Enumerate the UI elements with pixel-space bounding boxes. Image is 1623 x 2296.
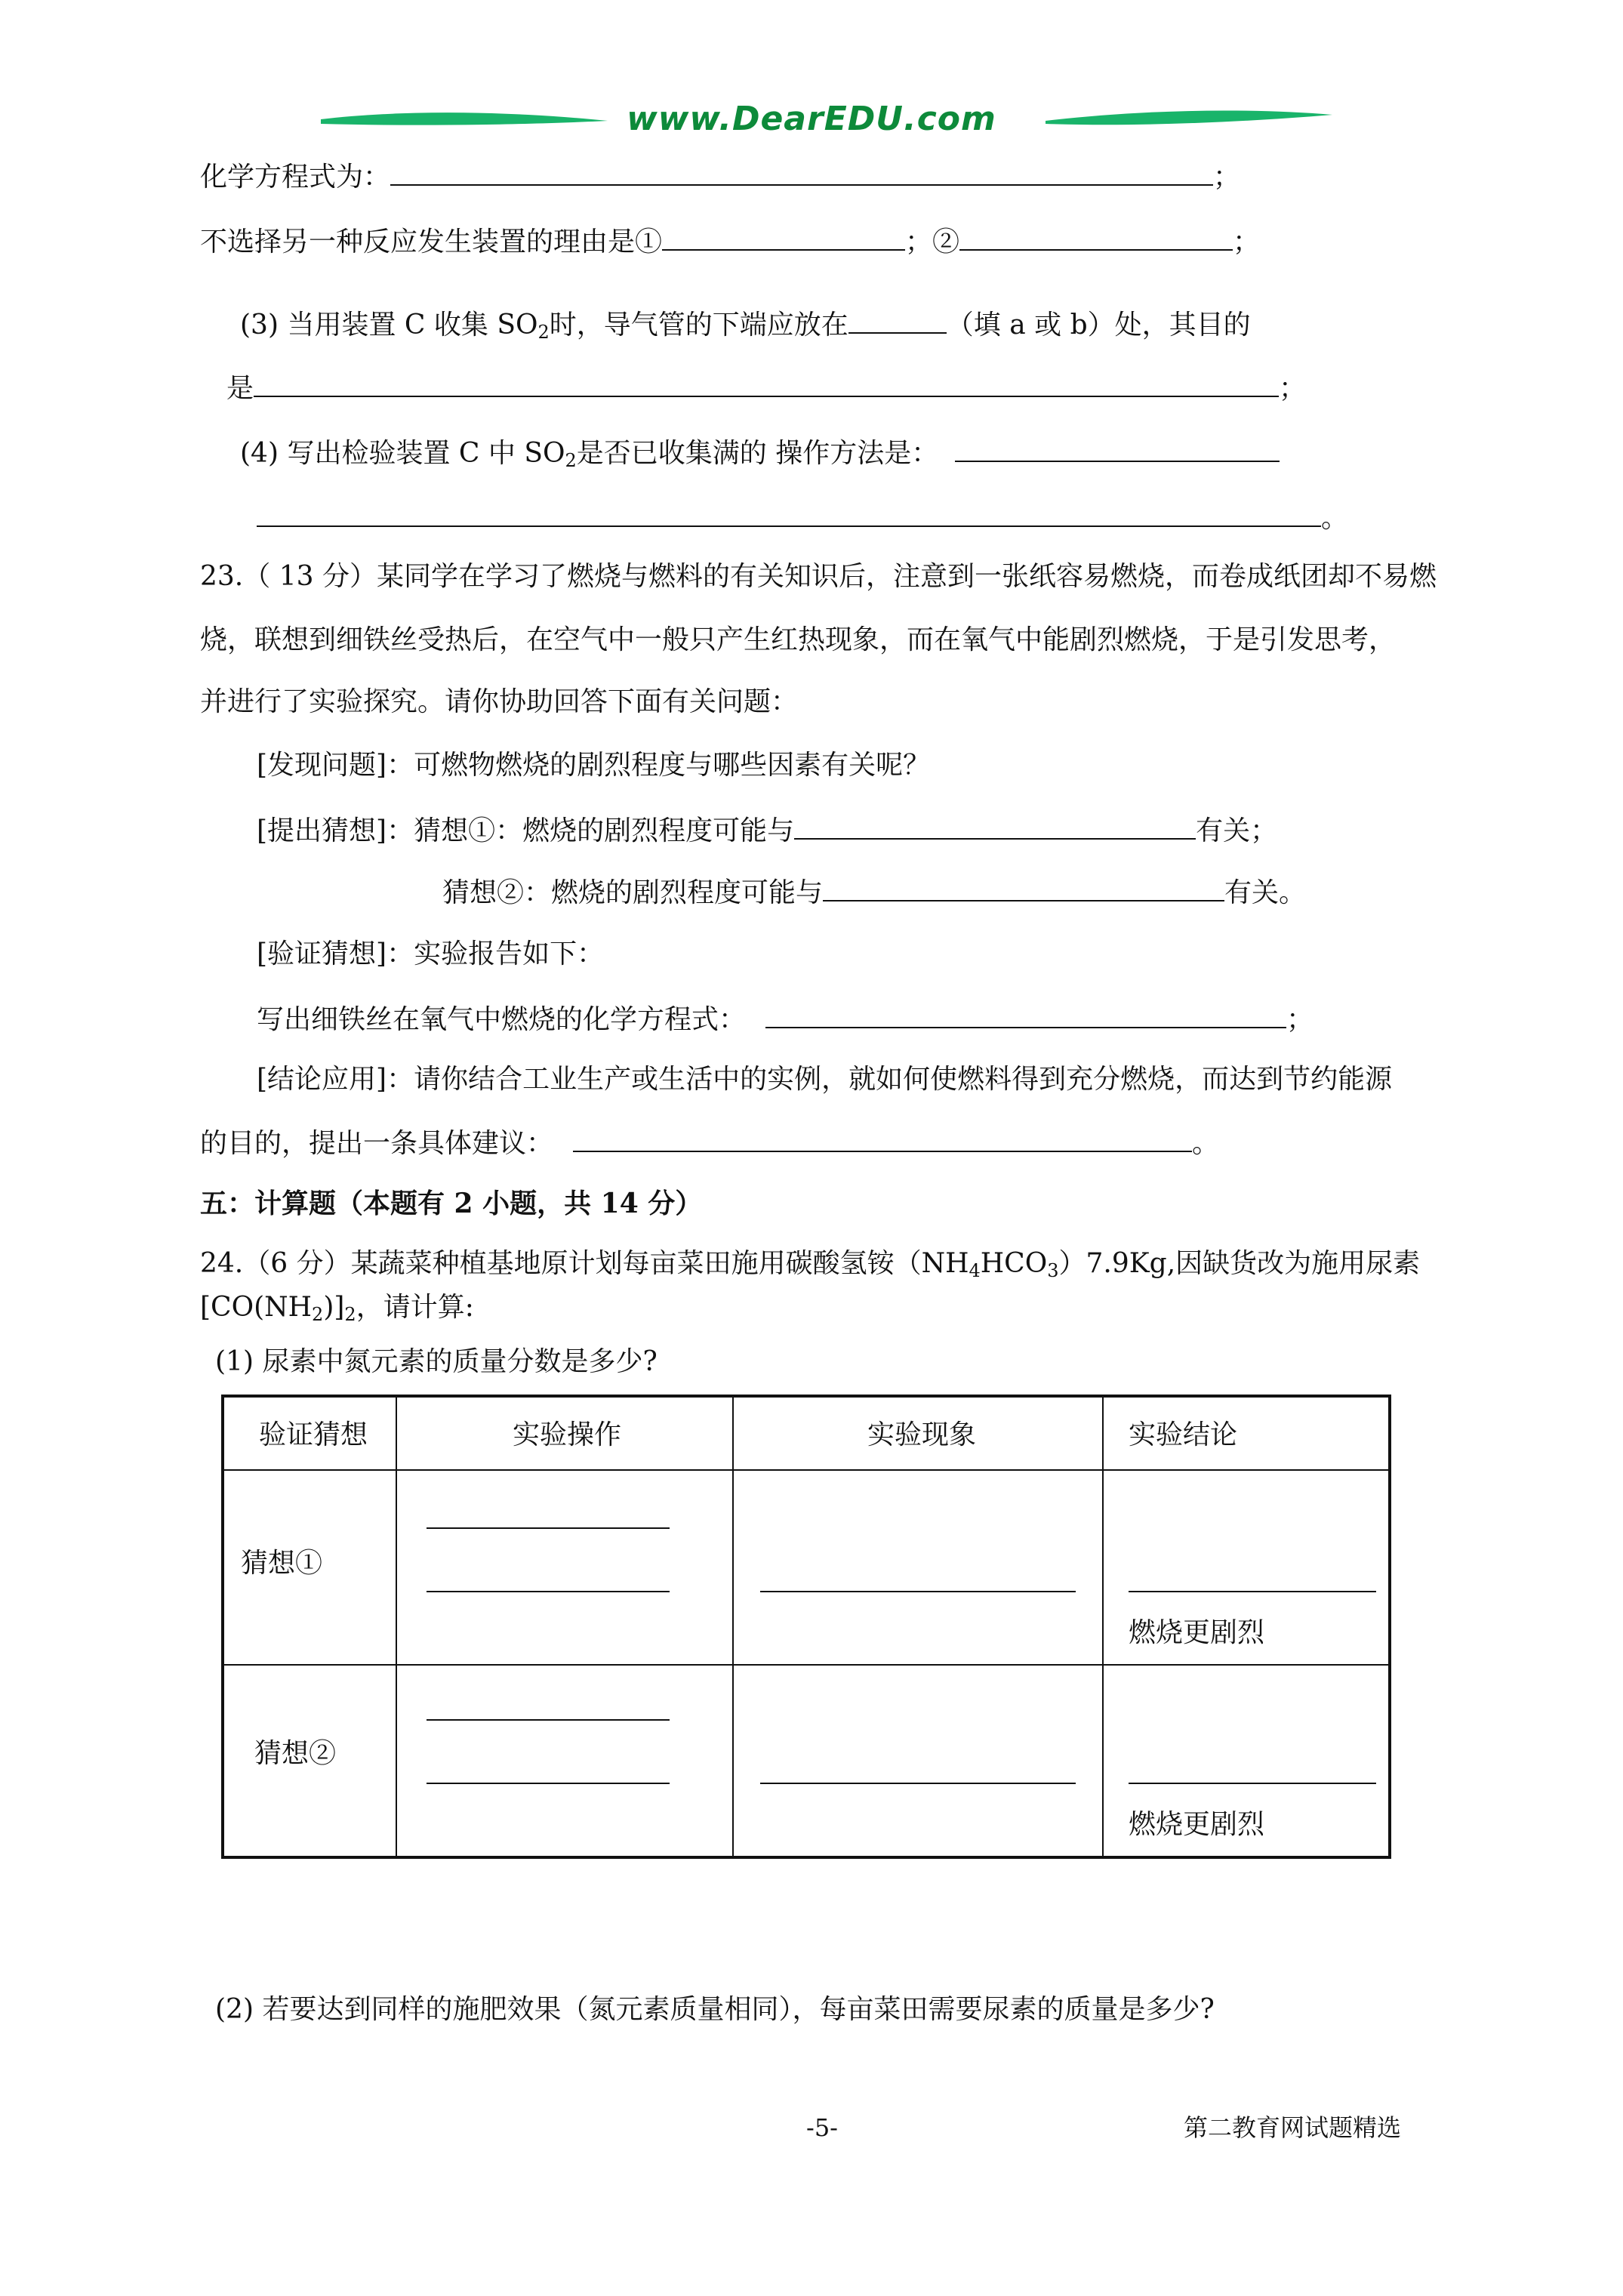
q23-guess-2: 猜想②：燃烧的剧烈程度可能与 有关。 <box>442 874 1306 910</box>
reason-blank-2[interactable] <box>959 223 1233 251</box>
q24-part-1: (1) 尿素中氮元素的质量分数是多少? <box>215 1346 658 1377</box>
row-2-conclusion-blank[interactable] <box>1129 1783 1376 1784</box>
equation-blank[interactable] <box>390 159 1213 186</box>
q23-conclusion-2: 的目的，提出一条具体建议： 。 <box>200 1125 1219 1160</box>
row-1-phenomenon-blank[interactable] <box>760 1591 1076 1592</box>
question-3-purpose-line: 是 ； <box>226 370 1306 405</box>
q3-position-blank[interactable] <box>848 307 947 334</box>
reason-line: 不选择另一种反应发生装置的理由是① ；② ； <box>200 223 1260 259</box>
guess-1-blank[interactable] <box>794 812 1196 840</box>
table-header-phenomenon: 实验现象 <box>867 1419 977 1450</box>
suggestion-blank[interactable] <box>573 1125 1192 1152</box>
q23-line-2: 烧，联想到细铁丝受热后，在空气中一般只产生红热现象，而在氧气中能剧烈燃烧，于是引发思考， <box>200 624 1397 655</box>
iron-equation-blank[interactable] <box>765 1001 1286 1028</box>
reason-label: 不选择另一种反应发生装置的理由是① <box>200 227 663 257</box>
row-2-phenomenon-blank[interactable] <box>760 1783 1076 1784</box>
guess-2-blank[interactable] <box>823 874 1224 901</box>
table-row-1-label: 猜想① <box>241 1548 323 1579</box>
q23-line-3: 并进行了实验探究。请你协助回答下面有关问题： <box>200 686 799 717</box>
section-5-title: 五：计算题（本题有 2 小题，共 14 分） <box>200 1188 703 1219</box>
question-4-line: (4) 写出检验装置 C 中 $SO_2$是否已收集满的 操作方法是： <box>240 435 1280 470</box>
reason-blank-1[interactable] <box>662 223 905 251</box>
table-row-2-label: 猜想② <box>254 1738 337 1769</box>
q23-discover: [发现问题]：可燃物燃烧的剧烈程度与哪些因素有关呢？ <box>257 750 931 781</box>
experiment-report-table <box>221 1395 1391 1859</box>
table-row-1-conclusion: 燃烧更剧烈 <box>1129 1617 1265 1648</box>
equation-line: 化学方程式为： ； <box>200 159 1240 194</box>
q23-conclusion-1: [结论应用]：请你结合工业生产或生活中的实例，就如何使燃料得到充分燃烧，而达到节约能源 <box>257 1064 1393 1095</box>
row-2-operation-blank-2[interactable] <box>427 1783 670 1784</box>
question-4-line-2: 。 <box>257 500 1348 535</box>
row-1-conclusion-blank[interactable] <box>1129 1591 1376 1592</box>
q23-guess-1: [提出猜想]：猜想①：燃烧的剧烈程度可能与 有关； <box>257 812 1277 848</box>
row-1-operation-blank-2[interactable] <box>427 1591 670 1592</box>
row-1-operation-blank-1[interactable] <box>427 1527 670 1529</box>
q4-method-blank-1[interactable] <box>955 435 1280 462</box>
table-header-operation: 实验操作 <box>513 1419 622 1450</box>
q23-verify: [验证猜想]：实验报告如下： <box>257 938 605 969</box>
table-header-conclusion: 实验结论 <box>1129 1419 1238 1450</box>
q24-line-2: $[CO(NH_2)]_2$，请计算: <box>200 1292 474 1325</box>
q4-method-blank-2[interactable] <box>257 500 1321 527</box>
q24-line-1: 24.（6 分）某蔬菜种植基地原计划每亩菜田施用碳酸氢铵$(NH_4HCO_3)7.9Kg$,因缺货改为施用尿素 <box>200 1248 1421 1281</box>
footer-source: 第二教育网试题精选 <box>1184 2113 1402 2142</box>
q23-iron-equation: 写出细铁丝在氧气中燃烧的化学方程式： ； <box>257 1001 1313 1037</box>
q24-part-2: (2) 若要达到同样的施肥效果（氮元素质量相同），每亩菜田需要尿素的质量是多少? <box>215 1994 1215 2025</box>
site-logo-text: www.DearEDU.com <box>627 100 996 138</box>
equation-label: 化学方程式为： <box>200 162 391 193</box>
page-number: -5- <box>806 2113 838 2142</box>
q23-line-1: 23.（ 13 分）某同学在学习了燃烧与燃料的有关知识后，注意到一张纸容易燃烧，而卷成纸团却不易燃 <box>200 561 1437 592</box>
q3-purpose-blank[interactable] <box>254 370 1279 397</box>
table-header-guess: 验证猜想 <box>259 1419 368 1450</box>
question-3-line: (3) 当用装置 C 收集 $SO_2$时，导气管的下端应放在 （填 a 或 b）处，其目的 <box>240 307 1251 342</box>
table-row-2-conclusion: 燃烧更剧烈 <box>1129 1809 1265 1840</box>
row-2-operation-blank-1[interactable] <box>427 1719 670 1721</box>
